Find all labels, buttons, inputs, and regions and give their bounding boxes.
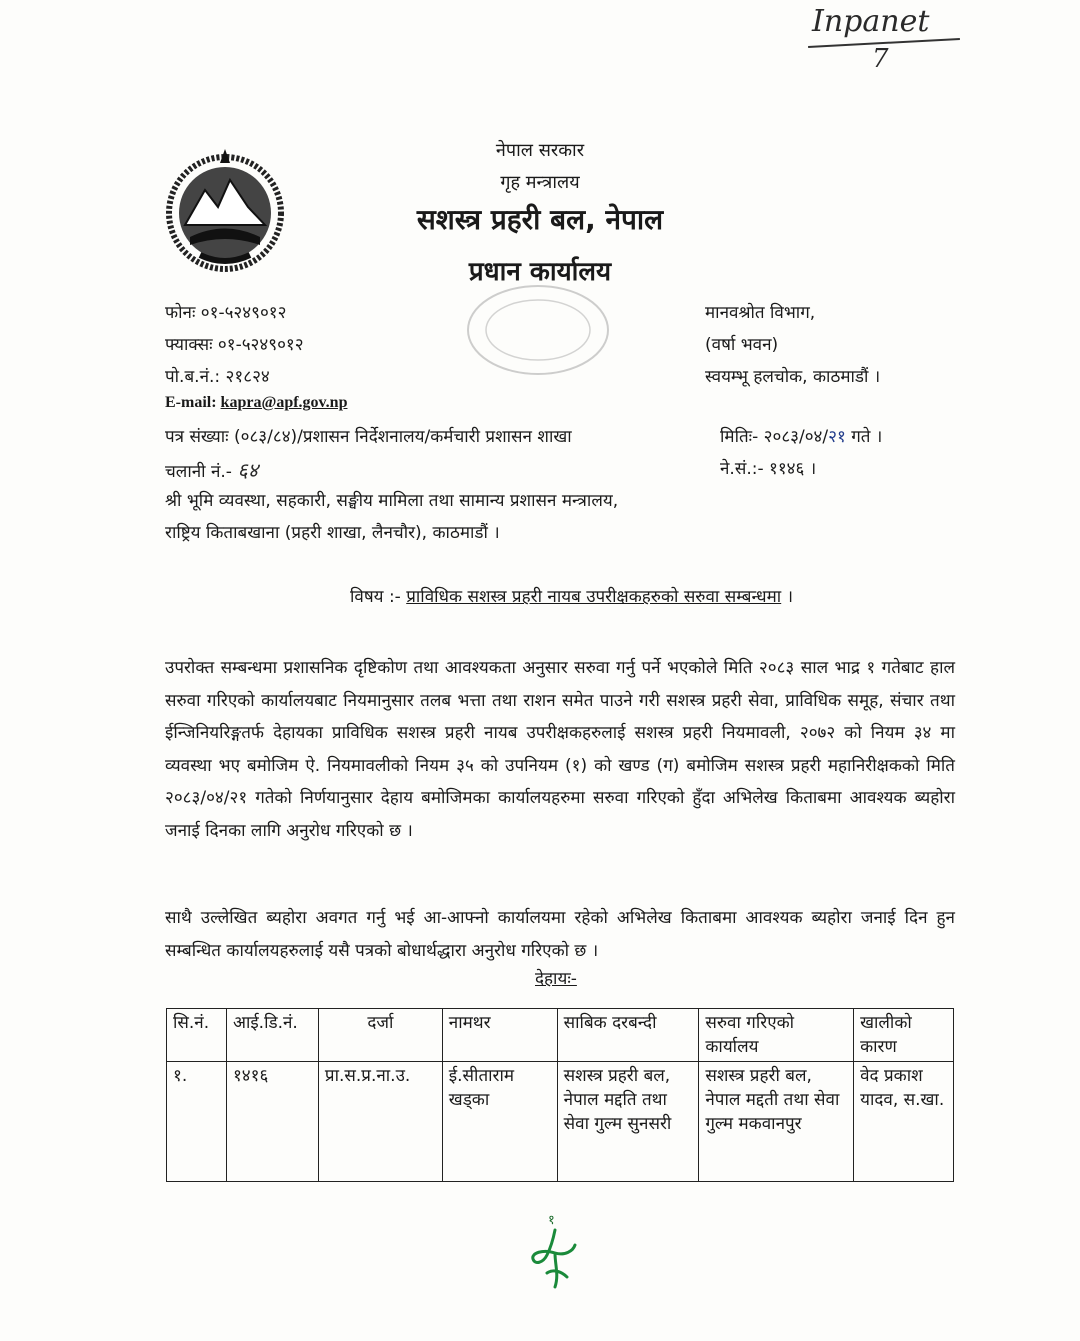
cell-rank: प्रा.स.प्र.ना.उ. xyxy=(318,1062,442,1182)
dispatch-number: ६४ xyxy=(237,458,259,482)
col-header-name: नामथर xyxy=(442,1009,557,1062)
date-day-handwritten: २१ xyxy=(828,427,846,447)
department-name: मानवश्रोत विभाग, xyxy=(705,303,816,323)
po-box: पो.ब.नं.: २१८२४ xyxy=(165,367,270,387)
list-heading: देहायः- xyxy=(535,969,577,989)
cell-transfer-office: सशस्त्र प्रहरी बल, नेपाल मद्दती तथा सेवा गुल्म मकवानपुर xyxy=(699,1062,854,1182)
recipient-line-1: श्री भूमि व्यवस्था, सहकारी, सङ्घीय मामिला तथा सामान्य प्रशासन मन्त्रालय, xyxy=(165,491,619,511)
header-ministry: गृह मन्त्रालय xyxy=(500,172,580,193)
letter-date: मितिः- २०८३/०४/२१ गते । xyxy=(720,427,883,447)
nepal-sambat: ने.सं.:- ११४६ । xyxy=(720,459,817,479)
department-building: (वर्षा भवन) xyxy=(705,335,779,355)
col-header-id: आई.डि.नं. xyxy=(226,1009,318,1062)
department-address: स्वयम्भू हलचोक, काठमाडौं । xyxy=(705,367,881,387)
cell-vacancy-reason: वेद प्रकाश यादव, स.खा. xyxy=(854,1062,954,1182)
email-label: E-mail: xyxy=(165,394,217,411)
body-paragraph-2: साथै उल्लेखित ब्यहोरा अवगत गर्नु भई आ-आफ्नो कार्यालयमा रहेको अभिलेख किताबमा आवश्यक ब्यहोरा जनाई दिन हुन सम्बन्धित कार्यालयहरुलाई यसै पत्रको बोधार्थद्धारा अनुरोध गरिएको छ । xyxy=(165,908,955,961)
table-row xyxy=(167,1062,954,1182)
header-office: प्रधान कार्यालय xyxy=(468,257,612,287)
cell-serial: १. xyxy=(167,1062,227,1182)
fax-number: फ्याक्सः ०१-५२४९०१२ xyxy=(165,335,304,355)
dispatch-line xyxy=(165,456,258,483)
col-header-previous-post: साबिक दरबन्दी xyxy=(557,1009,699,1062)
signature-mark: १ xyxy=(548,1213,555,1228)
header-gov: नेपाल सरकार xyxy=(495,140,585,161)
handwritten-number: 7 xyxy=(872,44,889,74)
email-link[interactable]: kapra@apf.gov.np xyxy=(220,394,348,411)
col-header-vacancy-reason: खालीको कारण xyxy=(854,1009,954,1062)
signature-icon xyxy=(525,1215,585,1295)
table-header-row xyxy=(167,1009,954,1062)
col-header-serial: सि.नं. xyxy=(167,1009,227,1062)
handwritten-note: Inpanet xyxy=(812,4,930,39)
cell-id: १४१६ xyxy=(226,1062,318,1182)
subject-label: विषय :- xyxy=(350,587,401,607)
subject-line: विषय :- प्राविधिक सशस्त्र प्रहरी नायब उपरीक्षकहरुको सरुवा सम्बन्धमा । xyxy=(350,587,794,607)
dispatch-label: चलानी नं.- xyxy=(165,462,232,482)
email-line xyxy=(165,394,347,412)
recipient-line-2: राष्ट्रिय किताबखाना (प्रहरी शाखा, लैनचौर), काठमाडौं । xyxy=(165,523,500,543)
cell-name: ई.सीताराम खड्का xyxy=(442,1062,557,1182)
body-paragraph-1: उपरोक्त सम्बन्धमा प्रशासनिक दृष्टिकोण तथा आवश्यकता अनुसार सरुवा गर्नु पर्ने भएकोले मिति २०८३ साल भाद्र १ गतेबाट हाल सरुवा गरिएको कार्यालयबाट नियमानुसार तलब भत्ता तथा राशन समेत पाउने गरी सशस्त्र प्रहरी सेवा, प्राविधिक समूह, संचार तथा ईन्जिनियरिङ्गतर्फ देहायका प्राविधिक सशस्त्र प्रहरी नायब उपरीक्षकहरुलाई सशस्त्र प्रहरी नियमावली, २०७२ को नियम ३४ मा व्यवस्था भए बमोजिम ऐ. नियमावलीको नियम ३५ को उपनियम (१) को खण्ड (ग) बमोजिम सशस्त्र प्रहरी महानिरीक्षकको मिति २०८३/०४/२१ गतेको निर्णयानुसार देहाय बमोजिमका कार्यालयहरुमा सरुवा गरिएको हुँदा अभिलेख किताबमा आवश्यक ब्यहोरा जनाई दिनका लागि अनुरोध गरिएको छ । xyxy=(165,658,955,841)
col-header-transfer-office: सरुवा गरिएको कार्यालय xyxy=(699,1009,854,1062)
col-header-rank: दर्जा xyxy=(318,1009,442,1062)
header-org: सशस्त्र प्रहरी बल, नेपाल xyxy=(416,203,664,236)
letter-reference: पत्र संख्याः (०८३/८४)/प्रशासन निर्देशनालय/कर्मचारी प्रशासन शाखा xyxy=(165,427,572,447)
transfer-table xyxy=(166,1008,954,1182)
cell-previous-post: सशस्त्र प्रहरी बल, नेपाल मद्दति तथा सेवा गुल्म सुनसरी xyxy=(557,1062,699,1182)
office-stamp-icon xyxy=(463,280,613,380)
phone-number: फोनः ०१-५२४९०१२ xyxy=(165,303,287,323)
subject-text: प्राविधिक सशस्त्र प्रहरी नायब उपरीक्षकहरुको सरुवा सम्बन्धमा xyxy=(406,587,782,607)
